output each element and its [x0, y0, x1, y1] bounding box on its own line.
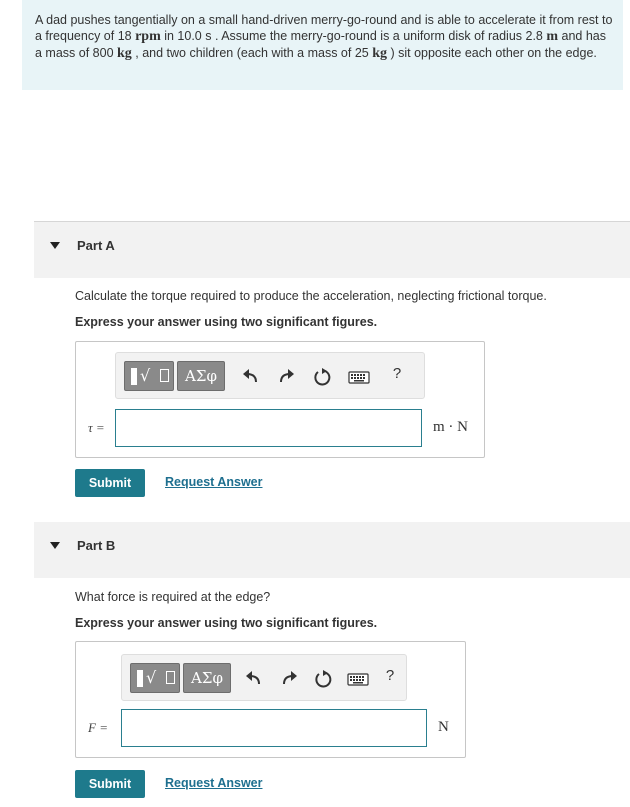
problem-text: A dad pushes tangentially on a small hand-driven merry-go-round and is able to accelerate it from rest to a frequency of 18	[35, 13, 613, 43]
help-icon[interactable]: ?	[392, 365, 402, 382]
torque-answer-input[interactable]	[115, 409, 422, 447]
torque-unit-label: m · N	[433, 419, 468, 435]
f-variable-label: F =	[88, 720, 108, 735]
force-unit-label: N	[438, 719, 449, 735]
unit-m: m	[546, 29, 559, 44]
part-b-instruction: Express your answer using two significant figures.	[75, 616, 378, 630]
problem-text: and has a mass of 800	[35, 29, 606, 60]
problem-text: , and two children (each with a mass of 25	[131, 46, 373, 60]
problem-statement	[22, 0, 623, 90]
undo-icon[interactable]	[241, 367, 261, 387]
unit-kg: kg	[117, 46, 132, 61]
reset-icon[interactable]	[313, 669, 333, 689]
greek-symbols-button[interactable]: ΑΣφ	[177, 361, 225, 391]
unit-rpm: rpm	[135, 29, 161, 44]
part-b-request-answer-link[interactable]: Request Answer	[165, 776, 263, 790]
redo-icon[interactable]	[276, 367, 296, 387]
redo-icon[interactable]	[279, 669, 299, 689]
templates-icon[interactable]: √	[130, 663, 180, 693]
greek-symbols-button[interactable]: ΑΣφ	[183, 663, 231, 693]
part-b-header[interactable]	[34, 522, 630, 578]
undo-icon[interactable]	[244, 669, 264, 689]
caret-down-icon	[50, 542, 60, 549]
part-b-math-toolbar	[121, 654, 407, 701]
part-a-math-toolbar	[115, 352, 425, 399]
part-a-request-answer-link[interactable]: Request Answer	[165, 475, 263, 489]
problem-text: in 10.0 s . Assume the merry-go-round is a uniform disk of radius 2.8	[160, 29, 547, 43]
part-a-answer-box	[75, 341, 485, 458]
part-a-title: Part A	[77, 238, 115, 253]
part-b-submit-button[interactable]: Submit	[75, 770, 145, 798]
problem-text: ) sit opposite each other on the edge.	[387, 46, 597, 60]
part-b-title: Part B	[77, 538, 116, 553]
help-icon[interactable]: ?	[385, 667, 395, 684]
part-b-question: What force is required at the edge?	[75, 590, 271, 604]
part-a-instruction: Express your answer using two significant figures.	[75, 315, 378, 329]
templates-icon[interactable]: √	[124, 361, 174, 391]
reset-icon[interactable]	[312, 367, 332, 387]
keyboard-icon[interactable]	[348, 367, 368, 387]
part-b-answer-box	[75, 641, 466, 758]
force-answer-input[interactable]	[121, 709, 427, 747]
keyboard-icon[interactable]	[347, 669, 367, 689]
caret-down-icon	[50, 242, 60, 249]
part-a-header[interactable]	[34, 222, 630, 278]
unit-kg: kg	[372, 46, 387, 61]
part-a-submit-button[interactable]: Submit	[75, 469, 145, 497]
tau-variable-label: τ =	[88, 420, 105, 435]
part-a-question: Calculate the torque required to produce the acceleration, neglecting frictional torque.	[75, 289, 547, 303]
